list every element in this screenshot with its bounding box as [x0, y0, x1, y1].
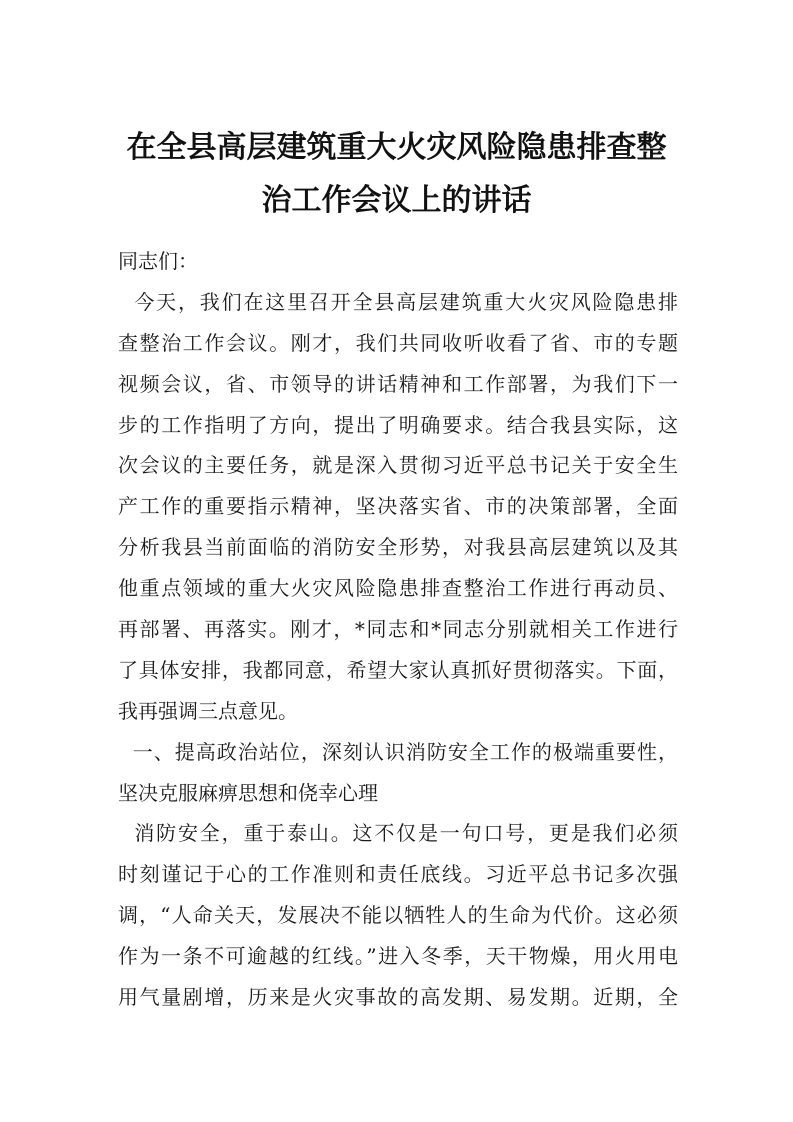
section-heading-line: 一、提高政治站位，深刻认识消防安全工作的极端重要性， — [118, 739, 678, 764]
paragraph-line: 查整治工作会议。刚才，我们共同收听收看了省、市的专题 — [118, 330, 678, 355]
document-title-line-1: 在全县高层建筑重大火灾风险隐患排查整 — [126, 130, 667, 165]
paragraph-line: 用气量剧增，历来是火灾事故的高发期、易发期。近期，全 — [118, 985, 678, 1010]
paragraph-line: 调，“人命关天，发展决不能以牺牲人的生命为代价。这必须 — [118, 903, 678, 928]
paragraph-line: 分析我县当前面临的消防安全形势，对我县高层建筑以及其 — [118, 535, 678, 560]
paragraph-line: 视频会议，省、市领导的讲话精神和工作部署，为我们下一 — [118, 371, 678, 396]
paragraph-line: 了具体安排，我都同意，希望大家认真抓好贯彻落实。下面， — [118, 657, 678, 682]
paragraph-line: 他重点领域的重大火灾风险隐患排查整治工作进行再动员、 — [118, 576, 678, 601]
paragraph-line: 步的工作指明了方向，提出了明确要求。结合我县实际，这 — [118, 412, 678, 437]
section-heading-line-last: 坚决克服麻痹思想和侥幸心理 — [118, 780, 378, 805]
paragraph-line: 作为一条不可逾越的红线。”进入冬季，天干物燥，用火用电 — [118, 944, 678, 969]
paragraph-line: 产工作的重要指示精神，坚决落实省、市的决策部署，全面 — [118, 494, 678, 519]
document-body — [118, 241, 678, 1018]
paragraph-line-last: 我再强调三点意见。 — [118, 698, 298, 723]
paragraph-line: 消防安全，重于泰山。这不仅是一句口号，更是我们必须 — [118, 821, 678, 846]
paragraph-line: 次会议的主要任务，就是深入贯彻习近平总书记关于安全生 — [118, 453, 678, 478]
document-title-line-2: 治工作会议上的讲话 — [261, 183, 532, 218]
paragraph-line: 今天，我们在这里召开全县高层建筑重大火灾风险隐患排 — [118, 289, 678, 314]
salutation: 同志们： — [118, 249, 198, 273]
paragraph-line: 时刻谨记于心的工作准则和责任底线。习近平总书记多次强 — [118, 862, 678, 887]
paragraph-line: 再部署、再落实。刚才，*同志和*同志分别就相关工作进行 — [118, 617, 678, 642]
